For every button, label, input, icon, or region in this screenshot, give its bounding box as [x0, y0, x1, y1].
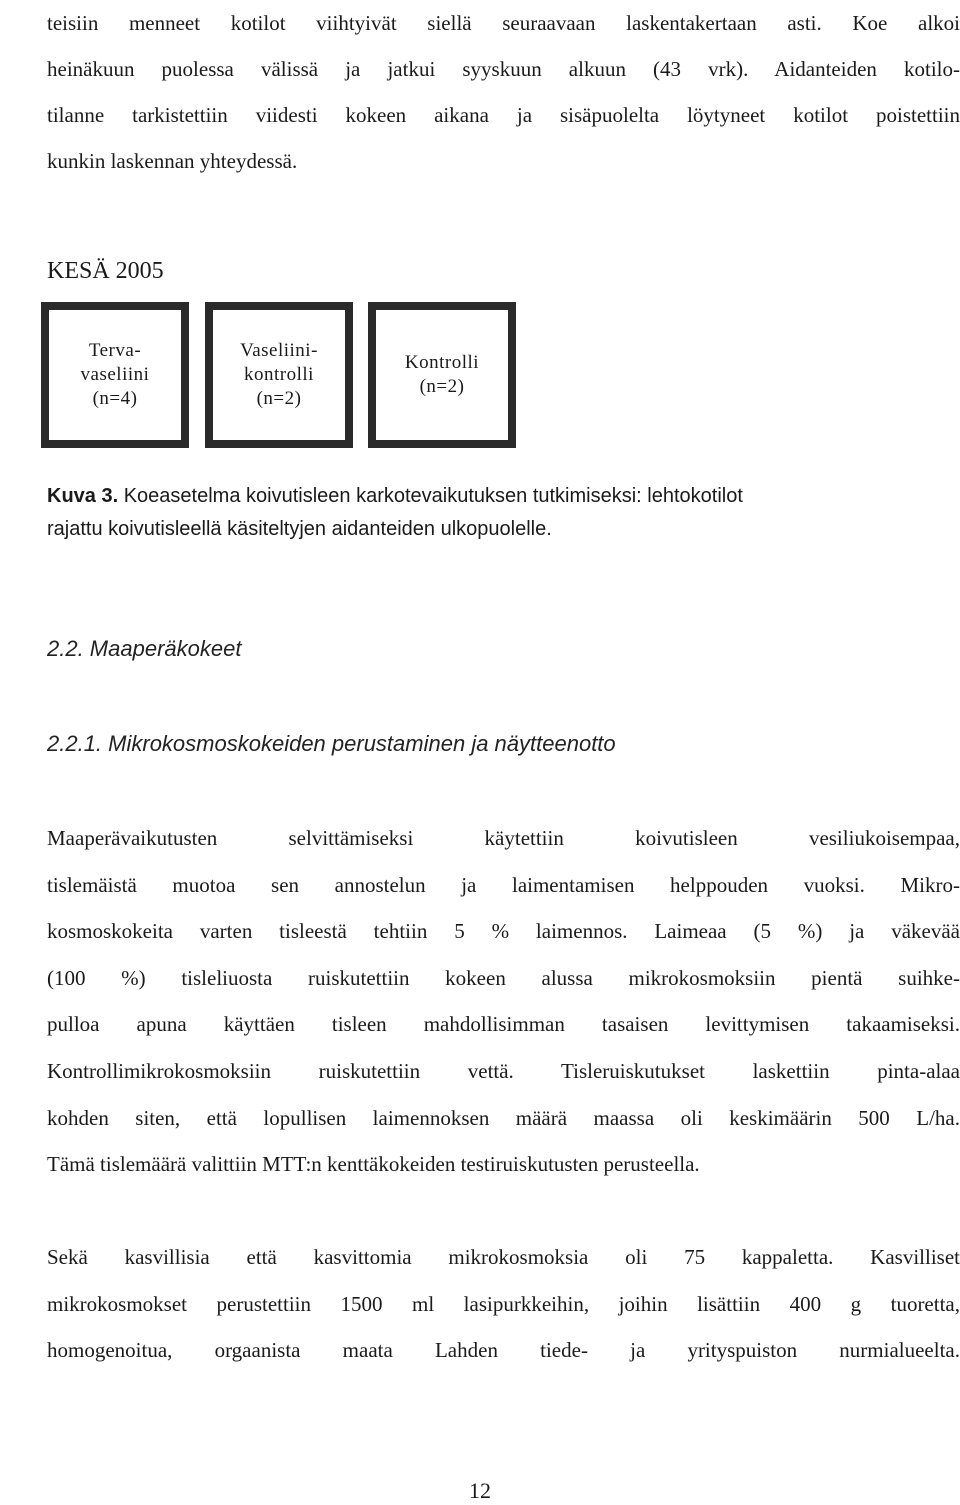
box-line: Terva-	[88, 340, 142, 361]
section-heading: 2.2. Maaperäkokeet	[47, 636, 242, 661]
paragraph-line: mikrokosmokset perustettiin 1500 ml lasipurkkeihin, joihin lisättiin 400 g tuoretta,	[47, 1291, 960, 1316]
box-line: Vaseliini-	[240, 340, 318, 361]
intro-line: teisiin menneet kotilot viihtyivät siellä seuraavaan laskentakertaan asti. Koe alkoi	[47, 11, 960, 35]
box-line: Kontrolli	[404, 352, 480, 373]
caption-text: Koeasetelma koivutisleen karkotevaikutuksen tutkimiseksi: lehtokotilot	[118, 485, 743, 507]
intro-line: heinäkuun puolessa välissä ja jatkui syyskuun alkuun (43 vrk). Aidanteiden kotilo-	[47, 57, 960, 81]
figure-title: KESÄ 2005	[47, 258, 164, 284]
paragraph-line: Sekä kasvillisia että kasvittomia mikrokosmoksia oli 75 kappaletta. Kasvilliset	[47, 1245, 960, 1269]
paragraph-line: tislemäistä muotoa sen annostelun ja laimentamisen helppouden vuoksi. Mikro-	[47, 872, 960, 897]
paragraph-line: Kontrollimikrokosmoksiin ruiskutettiin vettä. Tisleruiskutukset laskettiin pinta-alaa	[47, 1058, 960, 1083]
box-line: (n=2)	[419, 376, 465, 397]
paragraph-line: Tämä tislemäärä valittiin MTT:n kenttäkokeiden testiruiskutusten perusteella.	[47, 1152, 700, 1177]
figure-caption	[47, 480, 947, 546]
treatment-box-control	[368, 302, 516, 448]
treatment-box-tar-vaseline	[41, 302, 189, 448]
caption-line	[47, 480, 947, 513]
page-number: 12	[469, 1478, 491, 1503]
intro-line: tilanne tarkistettiin viidesti kokeen aikana ja sisäpuolelta löytyneet kotilot poistettiin	[47, 103, 960, 127]
caption-label: Kuva 3.	[47, 485, 119, 507]
intro-line: kunkin laskennan yhteydessä.	[47, 149, 298, 173]
box-line: (n=4)	[92, 388, 138, 409]
paragraph-line: homogenoitua, orgaanista maata Lahden tiede- ja yrityspuiston nurmialueelta.	[47, 1338, 960, 1363]
paragraph-line: kohden siten, että lopullisen laimennoksen määrä maassa oli keskimäärin 500 L/ha.	[47, 1105, 960, 1130]
treatment-box-vaseline-control	[205, 302, 353, 448]
box-line: (n=2)	[256, 388, 302, 409]
box-line: vaseliini	[80, 364, 150, 385]
box-line: kontrolli	[244, 364, 314, 385]
body-paragraph-2	[47, 1234, 960, 1374]
intro-paragraph	[47, 0, 960, 184]
paragraph-line: kosmoskokeita varten tisleestä tehtiin 5 % laimennos. Laimeaa (5 %) ja väkevää	[47, 919, 960, 944]
subsection-heading: 2.2.1. Mikrokosmoskokeiden perustaminen ja näytteenotto	[47, 731, 616, 756]
paragraph-line: Maaperävaikutusten selvittämiseksi käytettiin koivutisleen vesiliukoisempaa,	[47, 826, 960, 850]
paragraph-line: (100 %) tisleliuosta ruiskutettiin kokeen alussa mikrokosmoksiin pientä suihke-	[47, 965, 960, 990]
body-paragraph-1	[47, 815, 960, 1188]
paragraph-line: pulloa apuna käyttäen tisleen mahdollisimman tasaisen levittymisen takaamiseksi.	[47, 1012, 960, 1037]
caption-line: rajattu koivutisleellä käsiteltyjen aidanteiden ulkopuolelle.	[47, 518, 552, 540]
